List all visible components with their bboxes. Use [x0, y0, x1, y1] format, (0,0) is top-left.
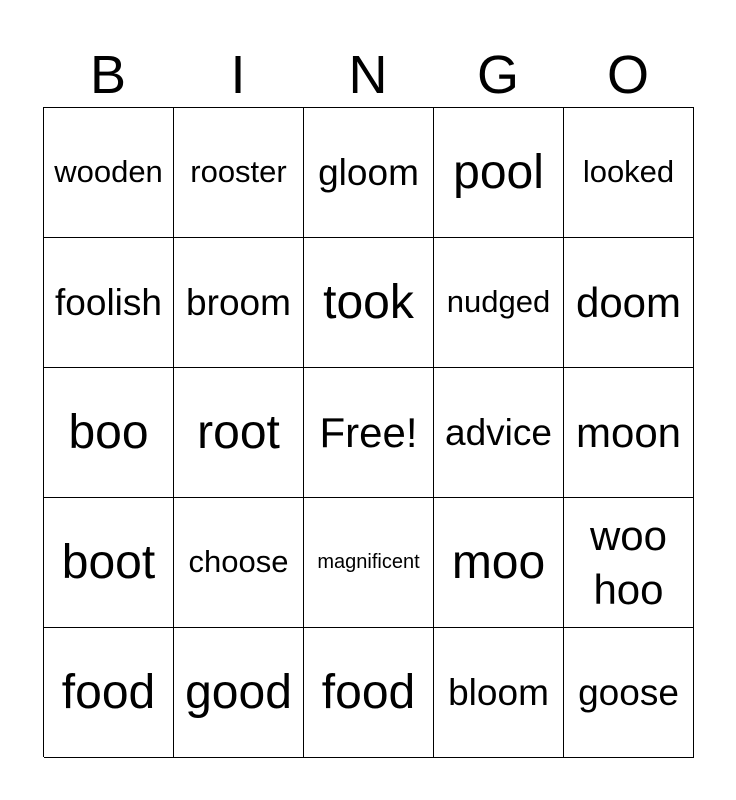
cell-word: broom [186, 281, 291, 323]
bingo-cell [174, 238, 304, 368]
bingo-cell [44, 498, 174, 628]
cell-word: doom [575, 278, 682, 326]
cell-word: goose [578, 671, 679, 713]
header-letter-n: N [348, 45, 388, 105]
cell-word: choose [188, 544, 289, 580]
cell-word: advice [445, 411, 552, 453]
cell-word: looked [582, 154, 675, 190]
cell-word: moon [575, 408, 682, 456]
bingo-cell [304, 238, 434, 368]
bingo-cell [564, 498, 694, 628]
bingo-cell [44, 108, 174, 238]
bingo-cell [174, 108, 304, 238]
bingo-cell [44, 238, 174, 368]
bingo-cell [304, 628, 434, 758]
free-space-cell [304, 368, 434, 498]
bingo-cell [564, 108, 694, 238]
bingo-cell [564, 238, 694, 368]
cell-word: bloom [448, 671, 549, 713]
cell-word: moo [451, 535, 546, 589]
bingo-cell [44, 628, 174, 758]
cell-word: magnificent [317, 551, 420, 574]
header-letter-g: G [476, 45, 519, 105]
bingo-grid [43, 107, 694, 757]
header-letter-b: B [89, 45, 127, 105]
bingo-cell [44, 368, 174, 498]
cell-word: pool [453, 145, 544, 199]
bingo-cell [174, 498, 304, 628]
cell-word: food [61, 665, 156, 719]
bingo-header [43, 44, 693, 106]
bingo-cell [304, 108, 434, 238]
bingo-cell [564, 628, 694, 758]
cell-word: boot [61, 535, 156, 589]
bingo-cell [174, 368, 304, 498]
cell-word: woo hoo [589, 511, 668, 613]
cell-word: root [197, 405, 280, 459]
cell-word: wooden [54, 154, 163, 190]
bingo-cell [304, 498, 434, 628]
cell-word: boo [68, 405, 149, 459]
bingo-cell [434, 628, 564, 758]
cell-word: nudged [446, 284, 551, 320]
bingo-cell [434, 498, 564, 628]
cell-word: good [185, 665, 292, 719]
cell-word: gloom [318, 151, 419, 193]
header-letter-o: O [606, 45, 649, 105]
bingo-cell [564, 368, 694, 498]
cell-word: rooster [190, 154, 287, 190]
cell-word: food [321, 665, 416, 719]
free-space-label: Free! [319, 408, 418, 456]
cell-word: foolish [55, 281, 162, 323]
bingo-cell [434, 238, 564, 368]
bingo-cell [434, 108, 564, 238]
bingo-cell [434, 368, 564, 498]
cell-word: took [323, 275, 414, 329]
header-letter-i: I [230, 45, 246, 105]
bingo-cell [174, 628, 304, 758]
